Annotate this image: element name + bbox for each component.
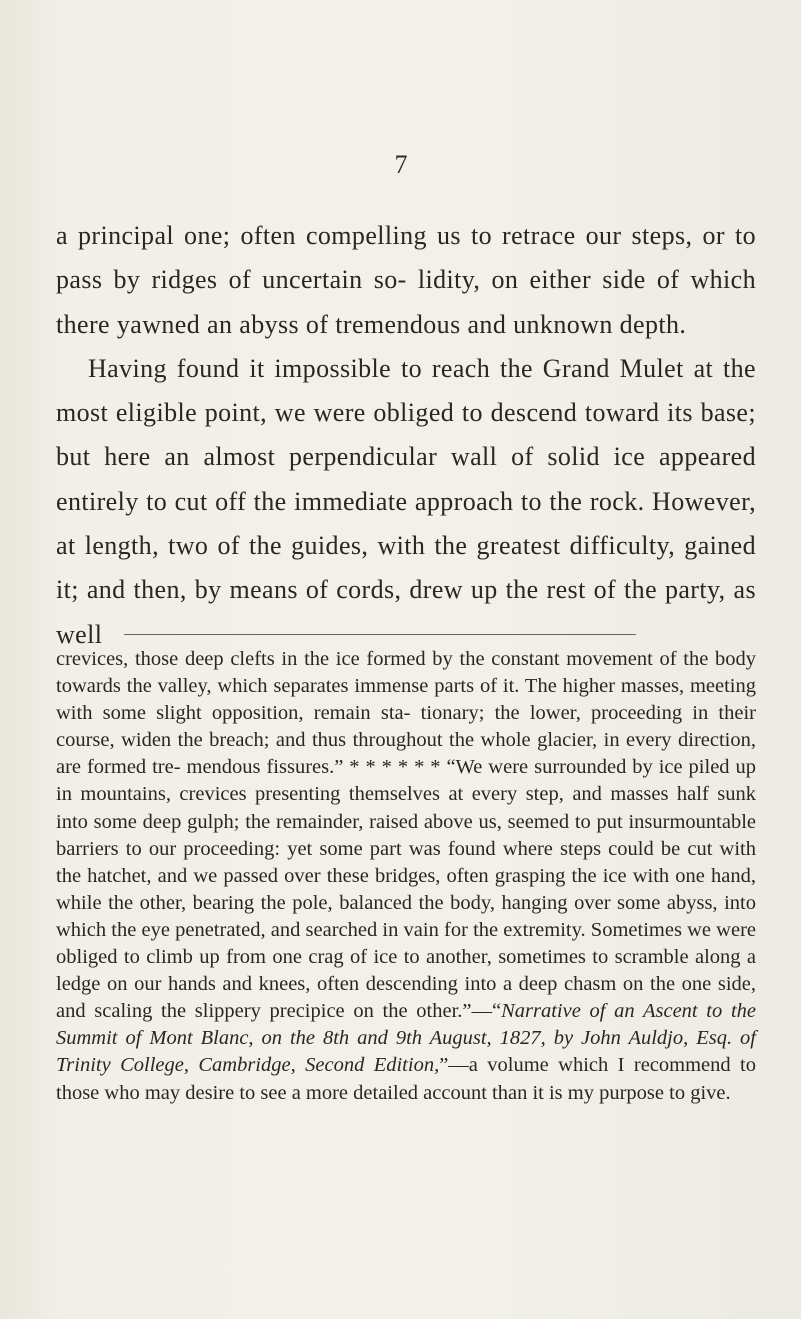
footnote-paragraph xyxy=(56,646,756,1107)
main-text xyxy=(56,214,756,657)
footnote-book-title: Narrative of an Ascent to the Summit of Mont Blanc, on the 8th and 9th August, 1827, by John Auldjo, Esq. of Trinity College, Cambridge, Second Edition, xyxy=(56,1000,756,1077)
footnote-divider xyxy=(124,634,636,635)
paragraph-continued: a principal one; often compelling us to retrace our steps, or to pass by ridges of uncertain so- lidity, on either side of which there yawned an abyss of tremendous and unknown depth. xyxy=(56,221,756,339)
footnote-text-end: ”—a volume which I recommend to those who may desire to see a more detailed account than it is my purpose to give. xyxy=(56,1054,756,1104)
page-number: 7 xyxy=(394,150,408,179)
footnote-text: crevices, those deep clefts in the ice formed by the constant movement of the body towards the valley, which separates immense parts of it. The higher masses, meeting with some slight opposition, remain sta- tionary; the lower, proceeding in their course, widen the breach; and thus throughout the whole glacier, in every direction, are formed tre- mendous fissures.” * * * * * * “We were surrounded by ice piled up in mountains, crevices presenting themselves at every step, and masses half sunk into some deep gulph; the remainder, raised above us, seemed to put insurmountable barriers to our proceeding: yet some part was found where steps could be cut with the hatchet, and we passed over these bridges, often grasping the ice with one hand, while the other, bearing the pole, balanced the body, hanging over some abyss, into which the eye penetrated, and searched in vain for the extremity. Sometimes we were obliged to climb up from one crag of ice to another, sometimes to scramble along a ledge on our hands and knees, often descending into a deep chasm on the one side, and scaling the slippery precipice on the other.”—“ xyxy=(56,648,756,1023)
footnote xyxy=(56,646,756,1107)
paragraph-grand-mulet: Having found it impossible to reach the Grand Mulet at the most eligible point, we were obliged to descend toward its base; but here an almost perpendicular wall of solid ice appeared entirely to cut off the immediate approach to the rock. However, at length, two of the guides, with the greatest difficulty, gained it; and then, by means of cords, drew up the rest of the party, as well xyxy=(56,353,756,649)
